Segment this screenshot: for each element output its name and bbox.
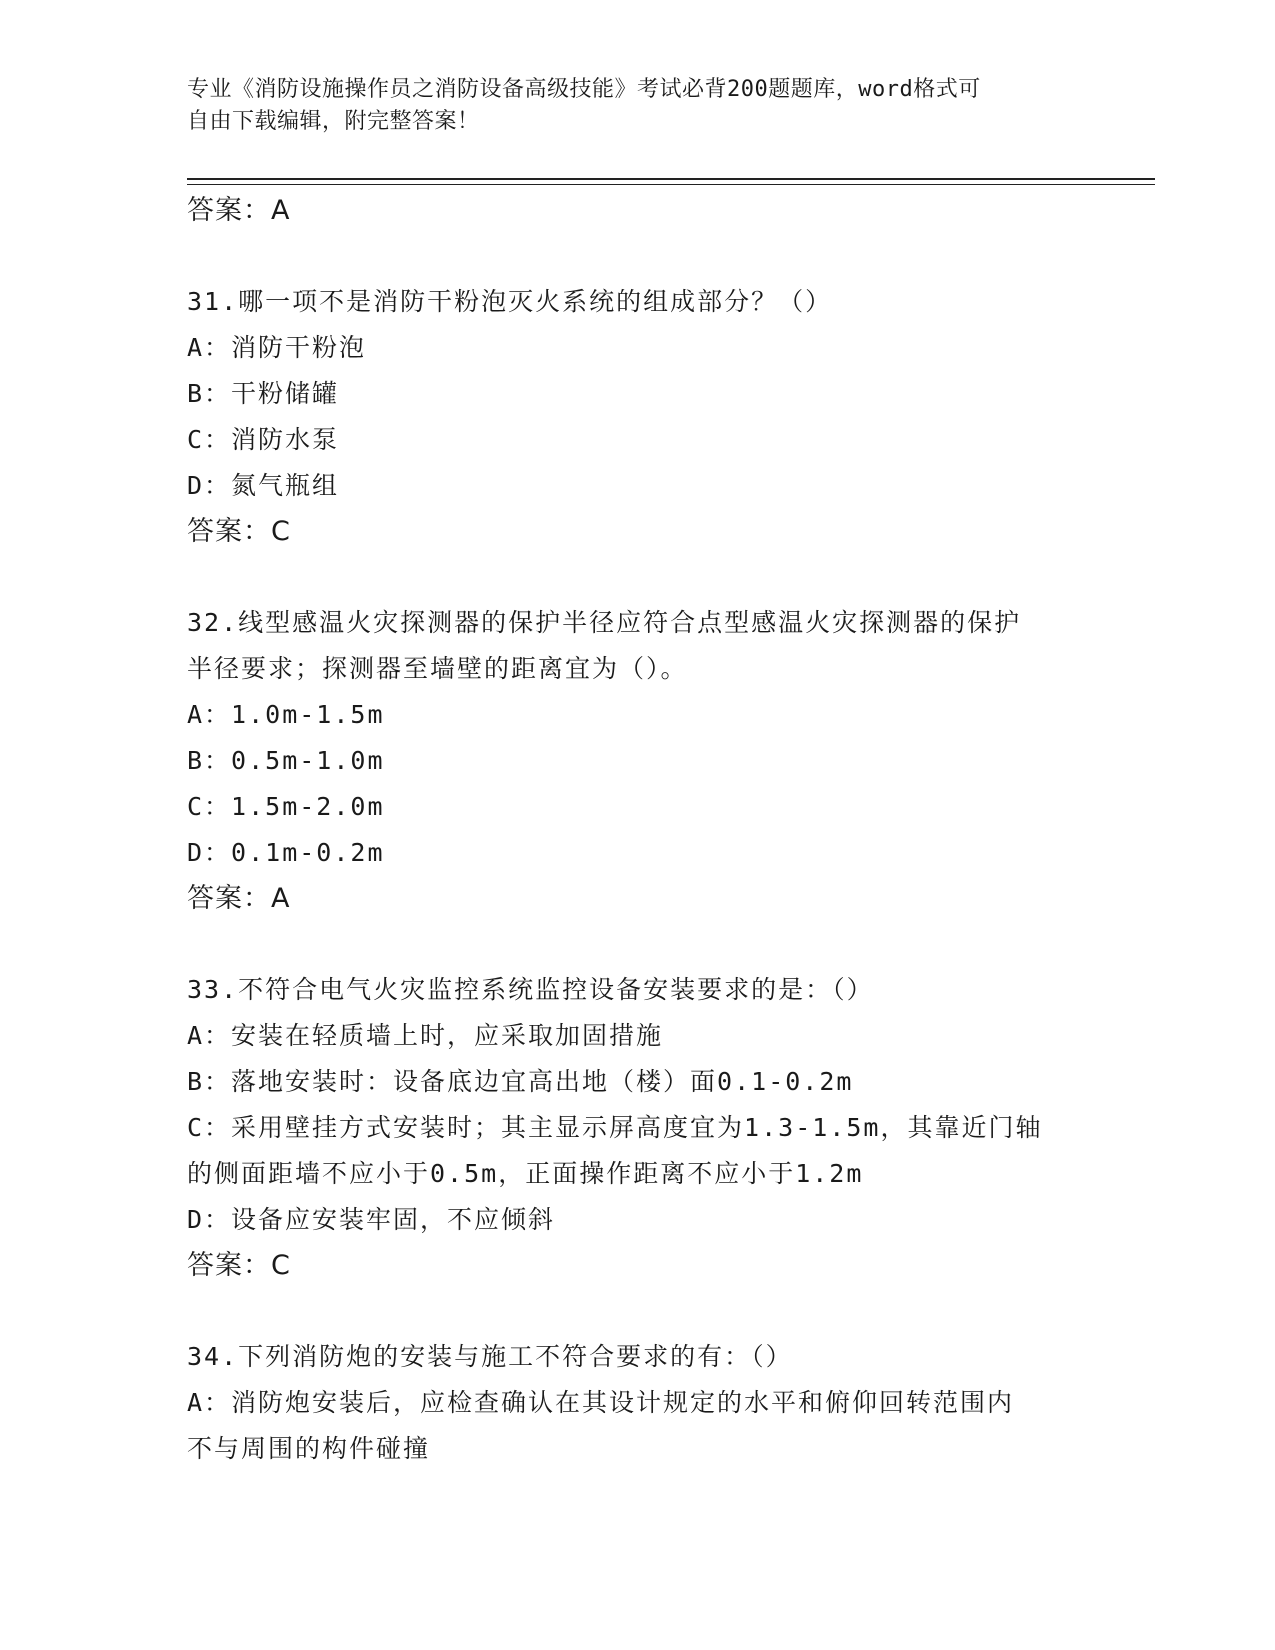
answer: 答案：C: [187, 516, 291, 547]
question-text: 31.哪一项不是消防干粉泡灭火系统的组成部分？（）: [187, 287, 833, 316]
option-b: B：0.5m-1.0m: [187, 746, 385, 775]
answer: 答案：A: [187, 883, 291, 914]
question-34: [187, 1334, 1087, 1472]
document-header: [187, 74, 1087, 138]
header-line-1: 专业《消防设施操作员之消防设备高级技能》考试必背200题题库，word格式可: [187, 77, 981, 102]
option-a-line-2: 不与周围的构件碰撞: [187, 1434, 431, 1463]
option-d: D：0.1m-0.2m: [187, 838, 385, 867]
header-line-2: 自由下载编辑，附完整答案！: [187, 109, 480, 134]
option-c: C：消防水泵: [187, 425, 340, 454]
header-rule-thin: [187, 184, 1155, 185]
option-a: A：1.0m-1.5m: [187, 700, 385, 729]
answer-prev: 答案：A: [187, 195, 291, 226]
spacer: [187, 555, 1087, 600]
option-d: D：设备应安装牢固，不应倾斜: [187, 1205, 556, 1234]
question-31: [187, 279, 1087, 555]
option-d: D：氮气瓶组: [187, 471, 340, 500]
option-c-line-2: 的侧面距墙不应小于0.5m，正面操作距离不应小于1.2m: [187, 1159, 864, 1188]
option-a-line-1: A：消防炮安装后，应检查确认在其设计规定的水平和俯仰回转范围内: [187, 1388, 1015, 1417]
option-c-line-1: C：采用壁挂方式安装时；其主显示屏高度宜为1.3-1.5m，其靠近门轴: [187, 1113, 1043, 1142]
option-a: A：安装在轻质墙上时，应采取加固措施: [187, 1021, 664, 1050]
option-b: B：落地安装时：设备底边宜高出地（楼）面0.1-0.2m: [187, 1067, 854, 1096]
spacer: [187, 234, 1087, 279]
header-rule-thick: [187, 178, 1155, 180]
document-body: [187, 188, 1087, 1472]
option-b: B：干粉储罐: [187, 379, 340, 408]
spacer: [187, 922, 1087, 967]
question-text-line-2: 半径要求；探测器至墙壁的距离宜为（）。: [187, 654, 688, 683]
question-text-line-1: 32.线型感温火灾探测器的保护半径应符合点型感温火灾探测器的保护: [187, 608, 1022, 637]
question-33: [187, 967, 1087, 1289]
question-text: 34.下列消防炮的安装与施工不符合要求的有：（）: [187, 1342, 793, 1371]
option-a: A：消防干粉泡: [187, 333, 367, 362]
option-c: C：1.5m-2.0m: [187, 792, 385, 821]
answer: 答案：C: [187, 1250, 291, 1281]
spacer: [187, 1289, 1087, 1334]
question-32: [187, 600, 1087, 922]
question-text: 33.不符合电气火灾监控系统监控设备安装要求的是：（）: [187, 975, 874, 1004]
